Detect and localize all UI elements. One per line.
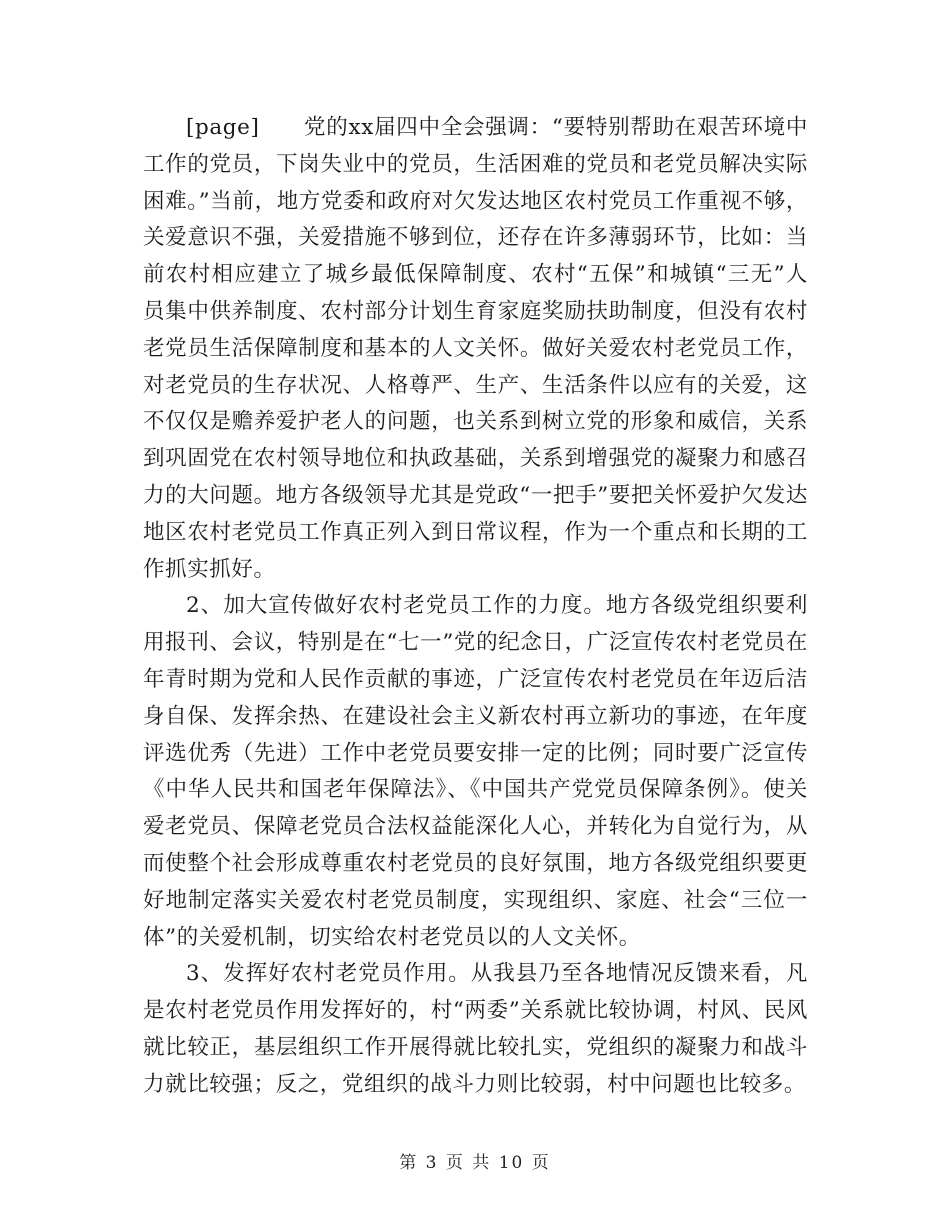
paragraph-role: 3、发挥好农村老党员作用。从我县乃至各地情况反馈来看，凡是农村老党员作用发挥好的，村“两委”关系就比较协调，村风、民风就比较正，基层组织工作开展得就比较扎实，党组织的凝聚力和战斗力就比较强；反之，党组织的战斗力则比较弱，村中问题也比较多。	[143, 961, 808, 1097]
paragraph-publicity: 2、加大宣传做好农村老党员工作的力度。地方各级党组织要利用报刊、会议，特别是在“七一”党的纪念日，广泛宣传农村老党员在年青时期为党和人民作贡献的事迹，广泛宣传农村老党员在年迈后洁身自保、发挥余热、在建设社会主义新农村再立新功的事迹，在年度评选优秀（先进）工作中老党员要安排一定的比例；同时要广泛宣传《中华人民共和国老年保障法》、《中国共产党党员保障条例》。使关爱老党员、保障老党员合法权益能深化人心，并转化为自觉行为，从而使整个社会形成尊重农村老党员的良好氛围，地方各级党组织要更好地制定落实关爱农村老党员制度，实现组织、家庭、社会“三位一体”的关爱机制，切实给农村老党员以的人文关怀。	[143, 593, 808, 950]
paragraph-intro: [page] 党的xx届四中全会强调：“要特别帮助在艰苦环境中工作的党员，下岗失业中的党员，生活困难的党员和老党员解决实际困难。”当前，地方党委和政府对欠发达地区农村党员工作重视不够，关爱意识不强，关爱措施不够到位，还存在许多薄弱环节，比如：当前农村相应建立了城乡最低保障制度、农村“五保”和城镇“三无”人员集中供养制度、农村部分计划生育家庭奖励扶助制度，但没有农村老党员生活保障制度和基本的人文关怀。做好关爱农村老党员工作，对老党员的生存状况、人格尊严、生产、生活条件以应有的关爱，这不仅仅是赡养爱护老人的问题，也关系到树立党的形象和威信，关系到巩固党在农村领导地位和执政基础，关系到增强党的凝聚力和感召力的大问题。地方各级领导尤其是党政“一把手”要把关怀爱护欠发达地区农村老党员工作真正列入到日常议程，作为一个重点和长期的工作抓实抓好。	[143, 115, 808, 582]
document-body	[143, 110, 808, 1104]
page-number-footer: 第 3 页 共 10 页	[399, 1153, 551, 1173]
